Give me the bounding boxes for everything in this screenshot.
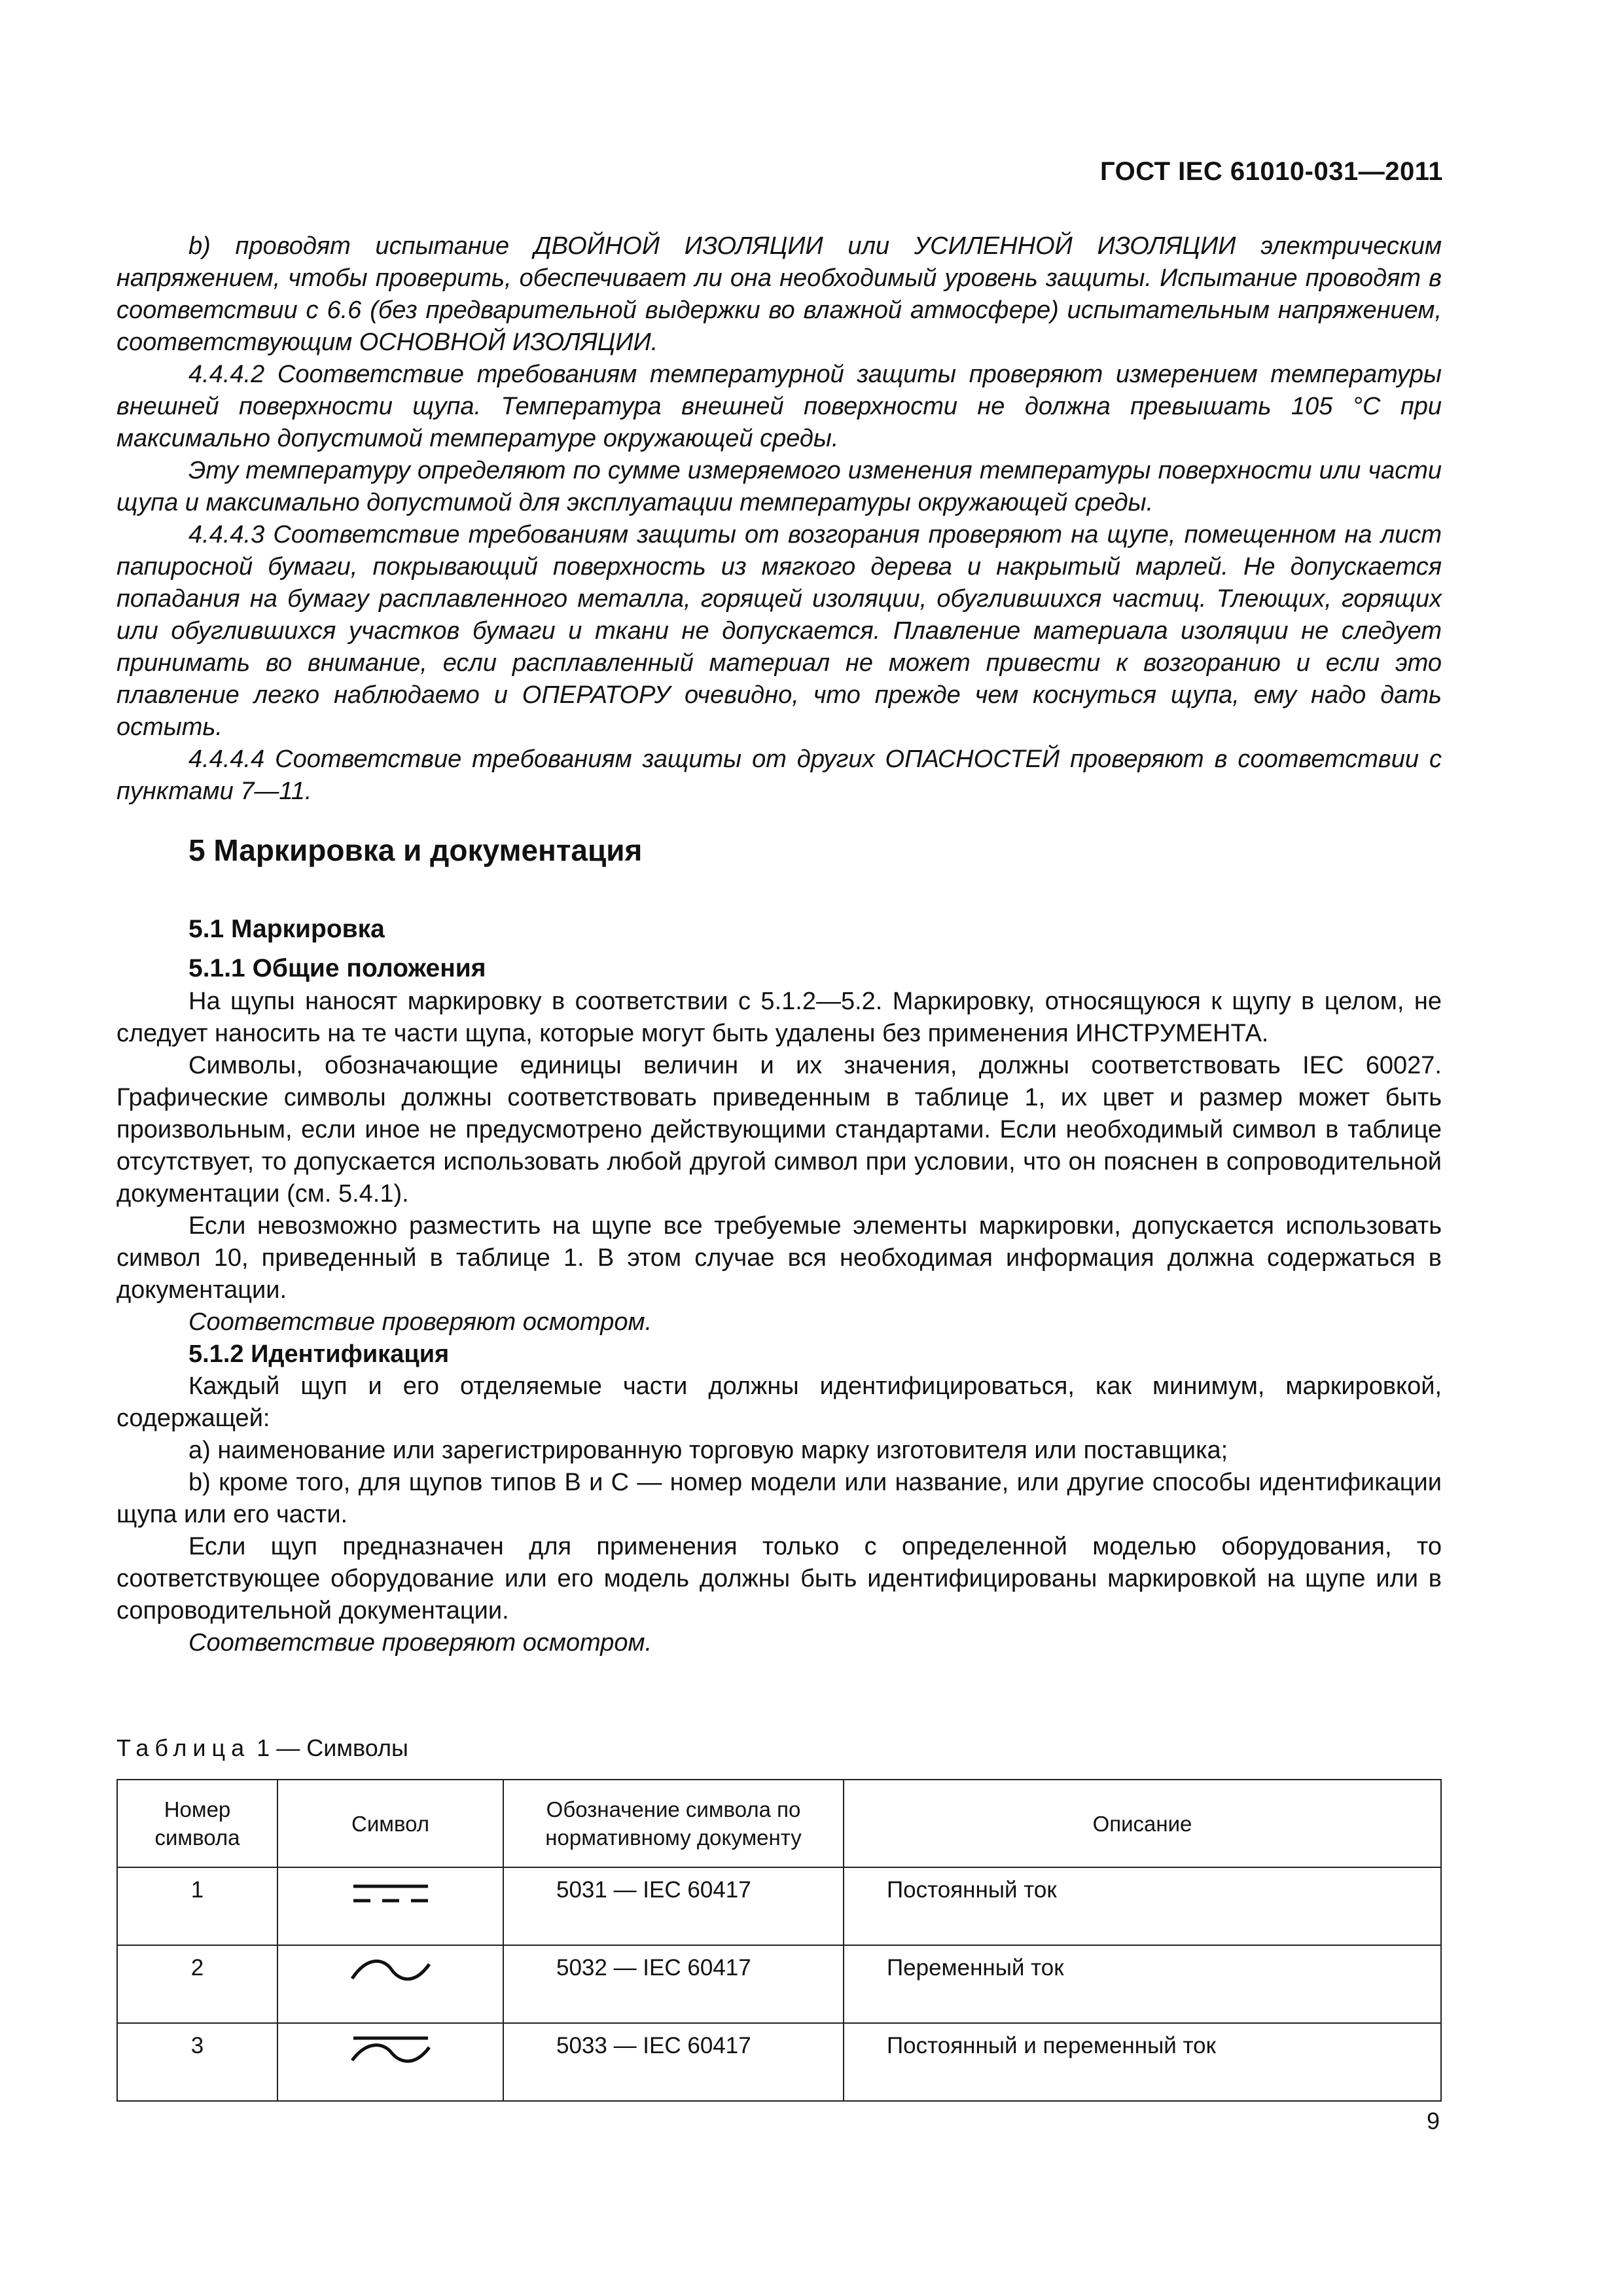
paragraph-marking: На щупы наносят маркировку в соответствии с 5.1.2—5.2. Маркировку, относящуюся к щупу в целом, не следует наносить на те части щупа, которые могут быть удалены без применения ИНСТРУМЕНТА. (116, 988, 1442, 1047)
row-symbol (277, 2023, 503, 2101)
paragraph-equipment: Если щуп предназначен для применения только с определенной моделью оборудования, то соответствующее оборудование или его модель должны быть идентифицированы маркировкой на щупе или в сопроводительной документации. (116, 1533, 1442, 1624)
section-5-1-2-title: 5.1.2 Идентификация (188, 1340, 450, 1368)
section-5-1-title: 5.1 Маркировка (188, 915, 385, 943)
alternating-current-icon (348, 1955, 433, 1988)
paragraph-4-4-4-3: 4.4.4.3 Соответствие требованиям защиты от возгорания проверяют на щупе, помещенном на лист папиросной бумаги, покрывающий поверхность из мягкого дерева и накрытый марлей. Не допускается попадания на бумагу расплавленного металла, горящей изоляции, обуглившихся частиц. Тлеющих, горящих или обуглившихся участков бумаги и ткани не допускается. Плавление материала изоляции не следует принимать во внимание, если расплавленный материал не может привести к возгоранию и если это плавление легко наблюдаемо и ОПЕРАТОРУ очевидно, что прежде чем коснуться щупа, ему надо дать остыть. (116, 521, 1442, 741)
list-item-b: b) кроме того, для щупов типов В и С — номер модели или название, или другие способы идентификации щупа или его части. (116, 1469, 1442, 1528)
row-symbol (277, 1867, 503, 1945)
section-5-1-1-title: 5.1.1 Общие положения (188, 954, 486, 982)
section-5-1-1-body (116, 986, 1442, 1659)
standard-header: ГОСТ IEC 61010-031—2011 (1099, 157, 1443, 186)
paragraph-temperature: Эту температуру определяют по сумме измеряемого изменения температуры поверхности или части щупа и максимально допустимой для эксплуатации температуры окружающей среды. (116, 457, 1442, 516)
compliance-note: Соответствие проверяют осмотром. (188, 1308, 652, 1336)
page-number: 9 (1426, 2108, 1440, 2134)
paragraph-4-4-4-4: 4.4.4.4 Соответствие требованиям защиты от других ОПАСНОСТЕЙ проверяют в соответствии с пунктами 7—11. (116, 745, 1442, 805)
table-row (117, 1945, 1441, 2023)
table-header-row (117, 1780, 1441, 1867)
top-paragraphs (116, 230, 1442, 808)
paragraph-symbols: Символы, обозначающие единицы величин и их значения, должны соответствовать IEC 60027. Графические символы должны соответствовать приведенным в таблице 1, их цвет и размер может быть произвольным, если иное не предусмотрено действующими стандартами. Если необходимый символ в таблице отсутствует, то допускается использовать любой другой символ при условии, что он пояснен в сопроводительной документации (см. 5.4.1). (116, 1052, 1442, 1208)
table-row (117, 1867, 1441, 1945)
table-row (117, 2023, 1441, 2101)
symbols-table (116, 1779, 1442, 2102)
both-currents-icon (348, 2033, 433, 2068)
paragraph-identification: Каждый щуп и его отделяемые части должны идентифицироваться, как минимум, маркировкой, содержащей: (116, 1372, 1442, 1432)
row-reference: 5033 — IEC 60417 (503, 2023, 844, 2101)
header-description: Описание (844, 1780, 1441, 1867)
row-symbol (277, 1945, 503, 2023)
row-description: Переменный ток (844, 1945, 1441, 2023)
row-number: 1 (117, 1867, 277, 1945)
header-number: Номер символа (117, 1780, 277, 1867)
row-number: 3 (117, 2023, 277, 2101)
paragraph-b: b) проводят испытание ДВОЙНОЙ ИЗОЛЯЦИИ или УСИЛЕННОЙ ИЗОЛЯЦИИ электрическим напряжением, чтобы проверить, обеспечивает ли она необходимый уровень защиты. Испытание проводят в соответствии с 6.6 (без предварительной выдержки во влажной атмосфере) испытательным напряжением, соответствующим ОСНОВНОЙ ИЗОЛЯЦИИ. (116, 232, 1442, 356)
table-caption-rest: 1 — Символы (257, 1734, 408, 1761)
header-reference: Обозначение символа по нормативному документу (503, 1780, 844, 1867)
row-description: Постоянный ток (844, 1867, 1441, 1945)
table-caption (116, 1734, 408, 1762)
row-reference: 5032 — IEC 60417 (503, 1945, 844, 2023)
table-caption-word: Таблица (116, 1734, 251, 1761)
section-5-title: 5 Маркировка и документация (188, 833, 643, 867)
row-number: 2 (117, 1945, 277, 2023)
list-item-a: a) наименование или зарегистрированную торговую марку изготовителя или поставщика; (188, 1437, 1228, 1464)
header-symbol: Символ (277, 1780, 503, 1867)
row-description: Постоянный и переменный ток (844, 2023, 1441, 2101)
direct-current-icon (348, 1877, 433, 1910)
paragraph-symbol-10: Если невозможно разместить на щупе все требуемые элементы маркировки, допускается использовать символ 10, приведенный в таблице 1. В этом случае вся необходимая информация должна содержаться в документации. (116, 1212, 1442, 1304)
paragraph-4-4-4-2: 4.4.4.2 Соответствие требованиям температурной защиты проверяют измерением температуры внешней поверхности щупа. Температура внешней поверхности не должна превышать 105 °С при максимально допустимой температуре окружающей среды. (116, 361, 1442, 452)
compliance-note-2: Соответствие проверяют осмотром. (188, 1629, 652, 1657)
row-reference: 5031 — IEC 60417 (503, 1867, 844, 1945)
